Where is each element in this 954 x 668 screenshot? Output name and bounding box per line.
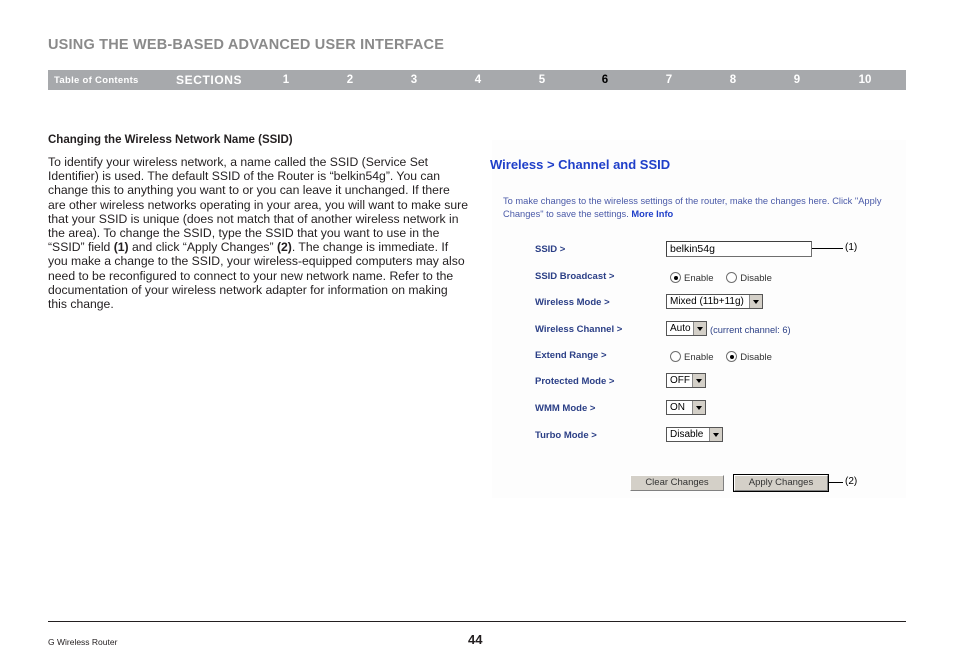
ssid-broadcast-enable-radio[interactable] xyxy=(670,272,681,283)
page-title: USING THE WEB-BASED ADVANCED USER INTERFACE xyxy=(48,37,445,53)
section-link-3[interactable]: 3 xyxy=(410,74,418,86)
callout-ref-1: (1) xyxy=(113,240,129,255)
paragraph-text-2: and click “Apply Changes” xyxy=(128,240,277,255)
section-link-1[interactable]: 1 xyxy=(282,74,290,86)
wmm-mode-select[interactable] xyxy=(666,400,706,415)
body-paragraph xyxy=(48,155,468,311)
wireless-mode-label: Wireless Mode > xyxy=(535,297,610,308)
router-page-title: Wireless > Channel and SSID xyxy=(490,157,671,172)
extend-range-enable-label: Enable xyxy=(684,352,714,363)
apply-changes-button[interactable]: Apply Changes xyxy=(734,475,828,491)
extend-range-disable-label: Disable xyxy=(740,352,772,363)
section-heading: Changing the Wireless Network Name (SSID) xyxy=(48,134,293,146)
extend-range-enable-radio[interactable] xyxy=(670,351,681,362)
ssid-label: SSID > xyxy=(535,244,566,255)
turbo-mode-label: Turbo Mode > xyxy=(535,430,597,441)
ssid-broadcast-radio-group xyxy=(670,272,782,284)
paragraph-text-3: . The change is immediate. If you make a change to the SSID, your wireless-equipped computers may also need to be reconfigured to connect to your new network name. Refer to the documentation of your wireless network adapter for information on making this change. xyxy=(48,240,465,312)
callout-label-2: (2) xyxy=(845,476,858,487)
ssid-broadcast-disable-label: Disable xyxy=(740,273,772,284)
extend-range-label: Extend Range > xyxy=(535,350,607,361)
turbo-mode-select[interactable] xyxy=(666,427,723,442)
footer-product-name: G Wireless Router xyxy=(48,637,118,647)
chevron-down-icon xyxy=(692,374,705,387)
ssid-input[interactable] xyxy=(666,241,812,257)
ssid-broadcast-label: SSID Broadcast > xyxy=(535,271,615,282)
wireless-channel-select[interactable] xyxy=(666,321,707,336)
section-link-8[interactable]: 8 xyxy=(729,74,737,86)
section-link-2[interactable]: 2 xyxy=(346,74,354,86)
section-link-9[interactable]: 9 xyxy=(793,74,801,86)
footer-page-number: 44 xyxy=(468,632,483,647)
description-text: To make changes to the wireless settings of the router, make the changes here. Click "Apply Changes" to save the settings. xyxy=(503,196,882,219)
ssid-broadcast-disable-radio[interactable] xyxy=(726,272,737,283)
chevron-down-icon xyxy=(692,401,705,414)
wireless-mode-select[interactable] xyxy=(666,294,763,309)
chevron-down-icon xyxy=(693,322,706,335)
section-link-4[interactable]: 4 xyxy=(474,74,482,86)
turbo-mode-value: Disable xyxy=(670,429,704,440)
paragraph-text-1: To identify your wireless network, a name called the SSID (Service Set Identifier) is used. The default SSID of the Router is “belkin54g”. You can change this to anything you want to or you can leave it unchanged. If there are other wireless networks operating in your area, you will want to make sure that your SSID is unique (does not match that of another wireless network in the area). To change the SSID, type the SSID that you want to use in the “SSID” field xyxy=(48,155,468,255)
ssid-broadcast-enable-label: Enable xyxy=(684,273,714,284)
more-info-link[interactable]: More Info xyxy=(631,208,674,219)
extend-range-radio-group xyxy=(670,351,782,363)
section-link-5[interactable]: 5 xyxy=(538,74,546,86)
protected-mode-value: OFF xyxy=(670,375,690,386)
callout-ref-2: (2) xyxy=(276,240,292,255)
callout-line-1 xyxy=(812,248,843,249)
sections-label: SECTIONS xyxy=(176,73,243,87)
footer-divider xyxy=(48,621,906,622)
wmm-mode-value: ON xyxy=(670,402,685,413)
router-ui-screenshot xyxy=(492,140,906,498)
protected-mode-label: Protected Mode > xyxy=(535,376,615,387)
section-link-6-active[interactable]: 6 xyxy=(601,74,609,86)
table-of-contents-link[interactable]: Table of Contents xyxy=(54,75,139,86)
wmm-mode-label: WMM Mode > xyxy=(535,403,596,414)
wireless-channel-value: Auto xyxy=(670,323,691,334)
callout-line-2 xyxy=(828,482,843,483)
protected-mode-select[interactable] xyxy=(666,373,706,388)
chevron-down-icon xyxy=(709,428,722,441)
wireless-mode-value: Mixed (11b+11g) xyxy=(670,296,744,307)
extend-range-disable-radio[interactable] xyxy=(726,351,737,362)
chevron-down-icon xyxy=(749,295,762,308)
section-link-7[interactable]: 7 xyxy=(665,74,673,86)
callout-label-1: (1) xyxy=(845,242,858,253)
wireless-channel-label: Wireless Channel > xyxy=(535,324,623,335)
clear-changes-button[interactable]: Clear Changes xyxy=(630,475,724,491)
section-link-10[interactable]: 10 xyxy=(858,74,872,86)
current-channel-hint: (current channel: 6) xyxy=(710,325,791,335)
router-page-description xyxy=(503,195,903,220)
section-nav-bar xyxy=(48,70,906,90)
